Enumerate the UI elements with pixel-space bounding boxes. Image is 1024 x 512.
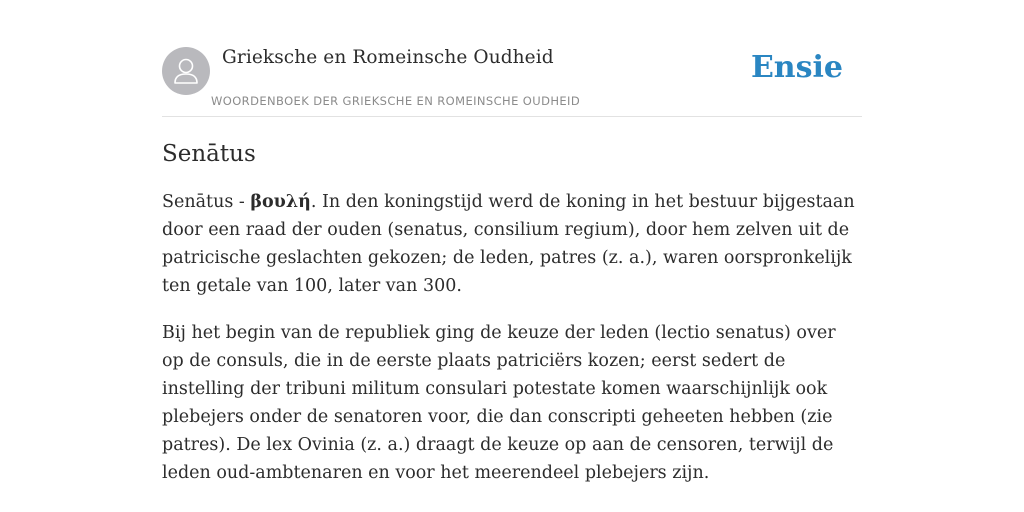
book-subtitle[interactable]: WOORDENBOEK DER GRIEKSCHE EN ROMEINSCHE OUDHEID: [211, 94, 581, 108]
book-header: [162, 44, 862, 117]
lemma-separator: -: [233, 192, 251, 212]
entry-content: [162, 138, 862, 506]
entry-lemma: Senātus: [162, 192, 234, 212]
entry-paragraph-1: [162, 188, 862, 300]
ensie-logo-link[interactable]: Ensie: [750, 50, 843, 85]
greek-term: βουλή: [250, 192, 311, 212]
paragraph-1-text: . In den koningstijd werd de koning in het bestuur bijgestaan door een raad der ouden (senatus, consilium regium), door hem zelven uit de patricische geslachten gekozen; de leden, patres (z. a.), waren oorspronkelijk ten getale van 100, later van 300.: [162, 192, 855, 296]
entry-paragraph-2: Bij het begin van de republiek ging de keuze der leden (lectio senatus) over op de consuls, die in de eerste plaats patriciërs kozen; eerst sedert de instelling der tribuni militum consulari potestate komen waarschijnlijk ook plebejers onder de senatoren voor, die dan conscripti geheeten hebben (zie patres). De lex Ovinia (z. a.) draagt de keuze op aan de censoren, terwijl de leden oud-ambtenaren en voor het meerendeel plebejers zijn.: [162, 323, 836, 483]
entry-title: Senātus: [162, 141, 256, 167]
book-title[interactable]: Grieksche en Romeinsche Oudheid: [222, 47, 554, 68]
user-avatar-icon[interactable]: [162, 47, 210, 95]
